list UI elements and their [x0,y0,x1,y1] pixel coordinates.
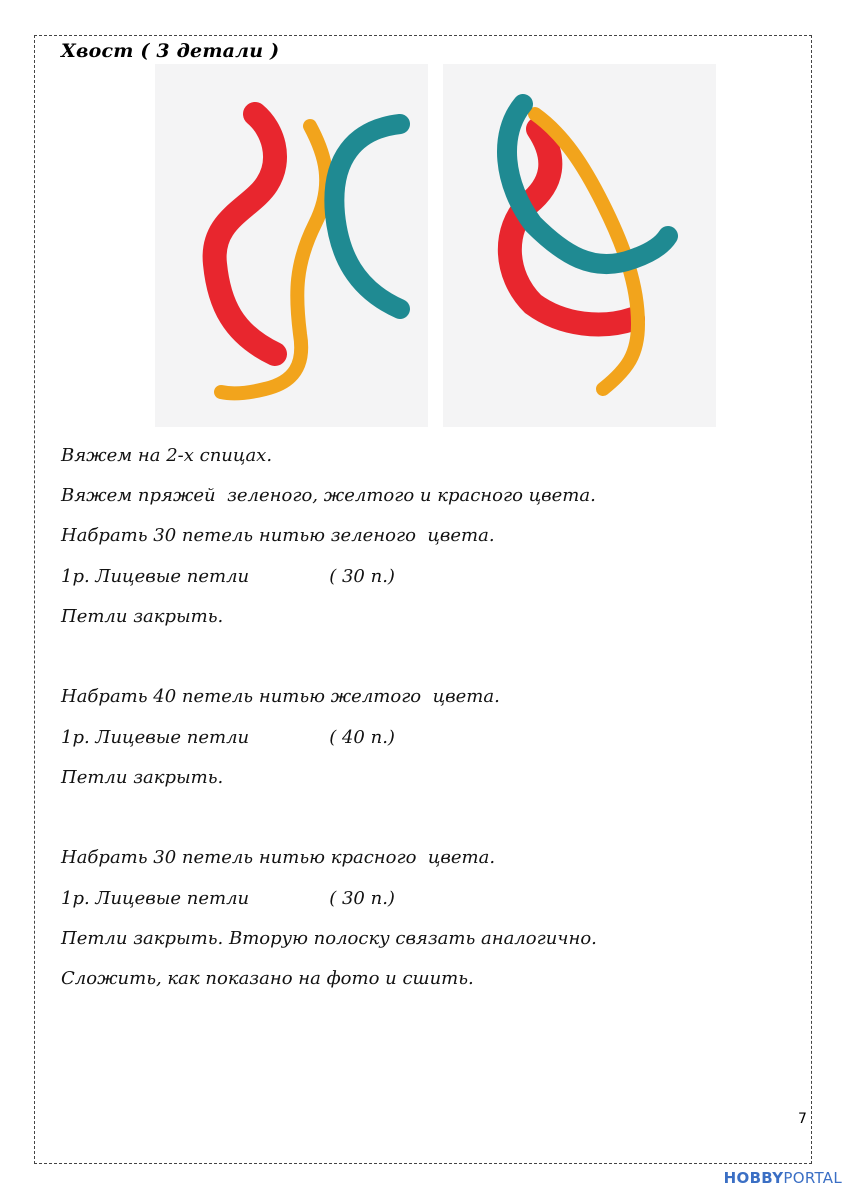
instruction-line: Вяжем на 2-х спицах. [61,445,273,466]
instruction-line: 1р. Лицевые петли ( 30 п.) [61,566,395,587]
tail-strips-assembled-illustration [443,64,716,427]
instruction-line: 1р. Лицевые петли ( 30 п.) [61,888,395,909]
instruction-line: Набрать 30 петель нитью красного цвета. [61,847,496,868]
instruction-line: Набрать 40 петель нитью желтого цвета. [61,686,500,707]
logo-portal: PORTAL [783,1169,842,1187]
page-number: 7 [798,1111,807,1127]
teal-strip [334,124,400,309]
section-title: Хвост ( 3 детали ) [61,40,280,62]
red-strip [215,114,275,354]
instruction-line: Набрать 30 петель нитью зеленого цвета. [61,525,495,546]
instruction-line: 1р. Лицевые петли ( 40 п.) [61,727,395,748]
hobby-portal-logo[interactable] [724,1169,842,1187]
instruction-line: Сложить, как показано на фото и сшить. [61,968,474,989]
logo-hobby: HOBBY [723,1169,784,1187]
instruction-line: Петли закрыть. Вторую полоску связать аналогично. [61,928,597,949]
tail-strips-separate-illustration [155,64,428,427]
tail-strips-separate-photo [155,64,428,427]
tail-strips-assembled-photo [443,64,716,427]
instruction-line: Петли закрыть. [61,767,224,788]
instruction-line: Петли закрыть. [61,606,224,627]
instruction-line: Вяжем пряжей зеленого, желтого и красного цвета. [61,485,596,506]
